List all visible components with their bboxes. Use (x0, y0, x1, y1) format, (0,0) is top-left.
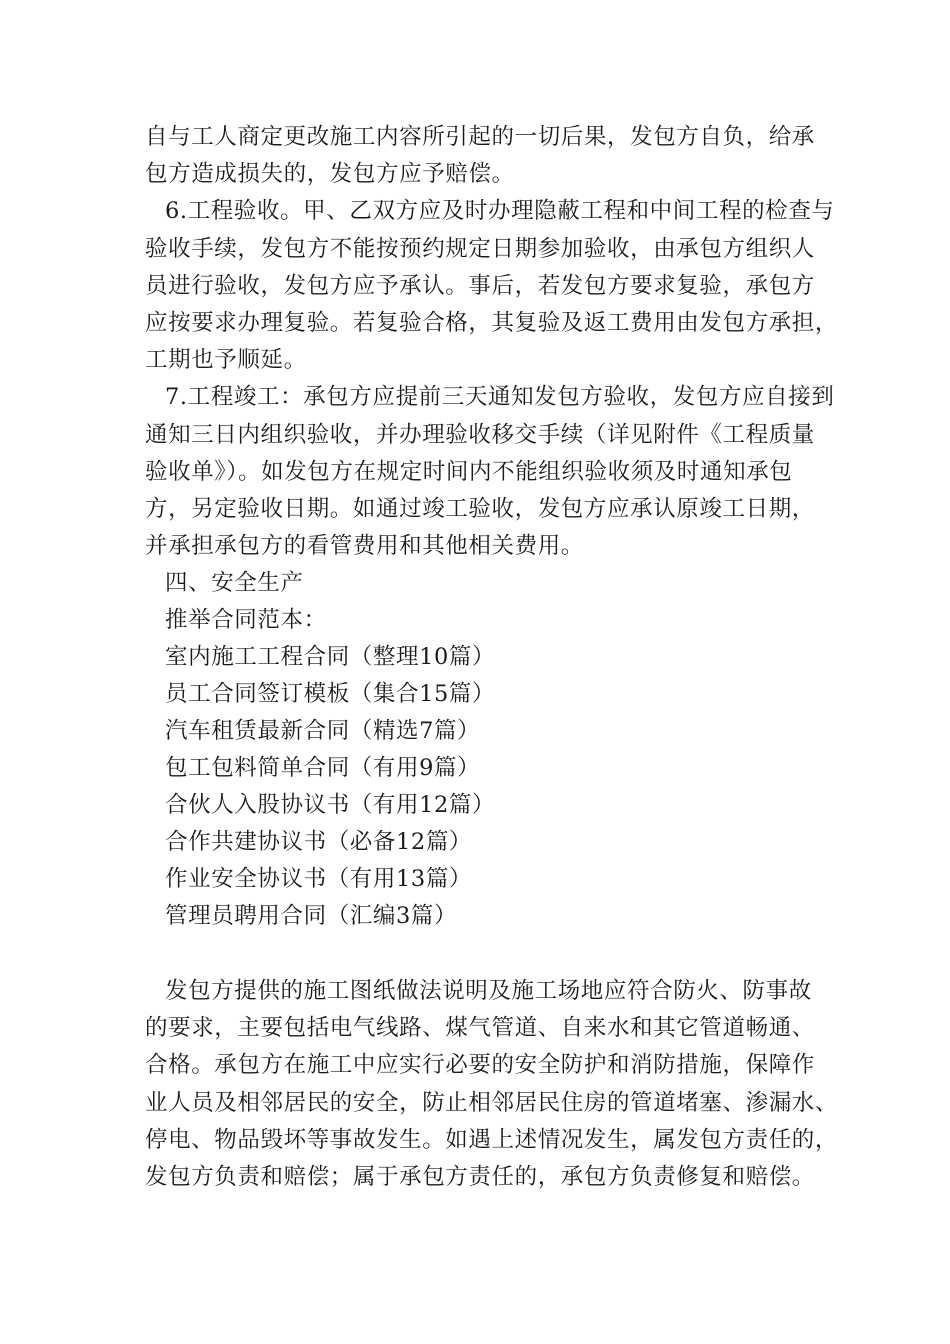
recommended-templates-heading: 推举合同范本： (165, 607, 327, 633)
recommended-template-item: 合作共建协议书（必备12篇） (165, 829, 473, 855)
recommended-template-item: 包工包料简单合同（有用9篇） (165, 755, 481, 781)
paragraph-line: 发包方负责和赔偿；属于承包方责任的，承包方负责修复和赔偿。 (145, 1164, 815, 1190)
recommended-template-item: 汽车租赁最新合同（精选7篇） (165, 718, 481, 744)
section-heading-acceptance: 6.工程验收。甲、乙双方应及时办理隐蔽工程和中间工程的检查与 (165, 198, 835, 224)
paragraph-line: 包方造成损失的，发包方应予赔偿。 (145, 161, 515, 187)
recommended-template-item: 合伙人入股协议书（有用12篇） (165, 792, 496, 818)
recommended-template-item: 员工合同签订模板（集合15篇） (165, 681, 496, 707)
paragraph-line: 合格。承包方在施工中应实行必要的安全防护和消防措施，保障作 (145, 1052, 815, 1078)
paragraph-line: 自与工人商定更改施工内容所引起的一切后果，发包方自负，给承 (145, 124, 815, 150)
paragraph-line: 停电、物品毁坏等事故发生。如遇上述情况发生，属发包方责任的， (145, 1127, 839, 1153)
paragraph-line: 验收单》）。如发包方在规定时间内不能组织验收须及时通知承包 (145, 459, 793, 485)
paragraph-line: 通知三日内组织验收，并办理验收移交手续（详见附件《工程质量 (145, 422, 815, 448)
paragraph-line: 发包方提供的施工图纸做法说明及施工场地应符合防火、防事故 (165, 978, 812, 1004)
paragraph-line: 员进行验收，发包方应予承认。事后，若发包方要求复验，承包方 (145, 273, 815, 299)
recommended-template-item: 管理员聘用合同（汇编3篇） (165, 903, 458, 929)
paragraph-line: 工期也予顺延。 (145, 347, 307, 373)
paragraph-line: 业人员及相邻居民的安全，防止相邻居民住房的管道堵塞、渗漏水、 (145, 1090, 839, 1116)
paragraph-line: 应按要求办理复验。若复验合格，其复验及返工费用由发包方承担， (145, 310, 839, 336)
section-heading-safety: 四、安全生产 (165, 570, 304, 596)
recommended-template-item: 作业安全协议书（有用13篇） (165, 866, 473, 892)
paragraph-line: 方，另定验收日期。如通过竣工验收，发包方应承认原竣工日期， (145, 496, 815, 522)
paragraph-line: 验收手续，发包方不能按预约规定日期参加验收，由承包方组织人 (145, 236, 815, 262)
paragraph-line: 并承担承包方的看管费用和其他相关费用。 (145, 533, 584, 559)
recommended-template-item: 室内施工工程合同（整理10篇） (165, 644, 496, 670)
paragraph-line: 的要求，主要包括电气线路、煤气管道、自来水和其它管道畅通、 (145, 1015, 815, 1041)
section-heading-completion: 7.工程竣工：承包方应提前三天通知发包方验收，发包方应自接到 (165, 384, 835, 410)
